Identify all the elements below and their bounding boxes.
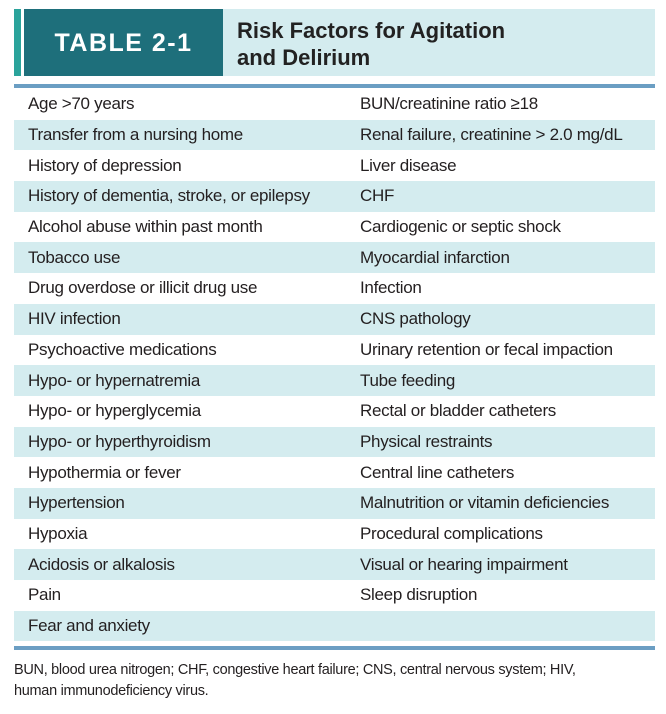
table-row bbox=[14, 242, 655, 273]
table-row bbox=[14, 396, 655, 427]
risk-factor-left: Drug overdose or illicit drug use bbox=[28, 278, 258, 298]
risk-factor-right: Urinary retention or fecal impaction bbox=[360, 339, 613, 359]
risk-factor-left: HIV infection bbox=[28, 309, 121, 329]
risk-factor-left: Psychoactive medications bbox=[28, 339, 217, 359]
risk-factor-right: Physical restraints bbox=[360, 431, 493, 451]
table-row bbox=[14, 335, 655, 366]
risk-factor-right: Visual or hearing impairment bbox=[360, 554, 568, 574]
table-top-rule bbox=[14, 84, 655, 88]
table-row bbox=[14, 611, 655, 642]
footnote-line-1: BUN, blood urea nitrogen; CHF, congestive heart failure; CNS, central nervous system; HIV, bbox=[14, 662, 576, 678]
risk-factor-right: Sleep disruption bbox=[360, 585, 478, 605]
risk-factor-left: History of dementia, stroke, or epilepsy bbox=[28, 186, 310, 206]
table-footnote bbox=[14, 660, 655, 702]
table-number-label: TABLE 2-1 bbox=[24, 9, 223, 76]
risk-factor-left: Hypothermia or fever bbox=[28, 462, 181, 482]
table-row bbox=[14, 212, 655, 243]
risk-factor-left: Hypo- or hypernatremia bbox=[28, 370, 200, 390]
risk-factor-right: CNS pathology bbox=[360, 309, 471, 329]
table-row bbox=[14, 549, 655, 580]
risk-factor-right: Procedural complications bbox=[360, 523, 543, 543]
risk-factor-left: Alcohol abuse within past month bbox=[28, 217, 263, 237]
table-row bbox=[14, 181, 655, 212]
risk-factor-right: Renal failure, creatinine > 2.0 mg/dL bbox=[360, 125, 623, 145]
risk-factor-left: Pain bbox=[28, 585, 61, 605]
table-title-line-2: and Delirium bbox=[237, 45, 371, 70]
risk-factor-right: Malnutrition or vitamin deficiencies bbox=[360, 493, 610, 513]
risk-factor-left: Acidosis or alkalosis bbox=[28, 554, 175, 574]
risk-factor-left: Hypo- or hyperthyroidism bbox=[28, 431, 211, 451]
risk-factor-right: Cardiogenic or septic shock bbox=[360, 217, 561, 237]
table-body bbox=[14, 89, 655, 641]
header-accent-stripe bbox=[14, 9, 21, 76]
risk-factor-left: Tobacco use bbox=[28, 247, 121, 267]
table-row bbox=[14, 427, 655, 458]
risk-factor-left: Hypo- or hyperglycemia bbox=[28, 401, 201, 421]
risk-factor-left: Fear and anxiety bbox=[28, 616, 150, 636]
table-row bbox=[14, 488, 655, 519]
risk-factor-left: Hypoxia bbox=[28, 523, 88, 543]
risk-factor-right: Liver disease bbox=[360, 155, 457, 175]
risk-factor-right: BUN/creatinine ratio ≥18 bbox=[360, 94, 538, 114]
table-bottom-rule bbox=[14, 646, 655, 650]
risk-factor-right: Myocardial infarction bbox=[360, 247, 510, 267]
table-row bbox=[14, 365, 655, 396]
table-row bbox=[14, 89, 655, 120]
footnote-line-2: human immunodeficiency virus. bbox=[14, 683, 209, 699]
table-header bbox=[14, 9, 655, 76]
risk-factor-right: Infection bbox=[360, 278, 422, 298]
table-row bbox=[14, 519, 655, 550]
risk-factor-right: Central line catheters bbox=[360, 462, 515, 482]
risk-factor-left: Transfer from a nursing home bbox=[28, 125, 243, 145]
risk-factor-right: Tube feeding bbox=[360, 370, 456, 390]
table-title bbox=[223, 9, 655, 76]
risk-factor-left: Hypertension bbox=[28, 493, 125, 513]
table-row bbox=[14, 273, 655, 304]
table-row bbox=[14, 150, 655, 181]
table-row bbox=[14, 304, 655, 335]
risk-factor-left: Age >70 years bbox=[28, 94, 135, 114]
table-row bbox=[14, 120, 655, 151]
risk-factor-right: CHF bbox=[360, 186, 395, 206]
table-row bbox=[14, 457, 655, 488]
table-title-line-1: Risk Factors for Agitation bbox=[237, 18, 506, 43]
table-row bbox=[14, 580, 655, 611]
risk-factor-right: Rectal or bladder catheters bbox=[360, 401, 557, 421]
risk-factor-left: History of depression bbox=[28, 155, 182, 175]
